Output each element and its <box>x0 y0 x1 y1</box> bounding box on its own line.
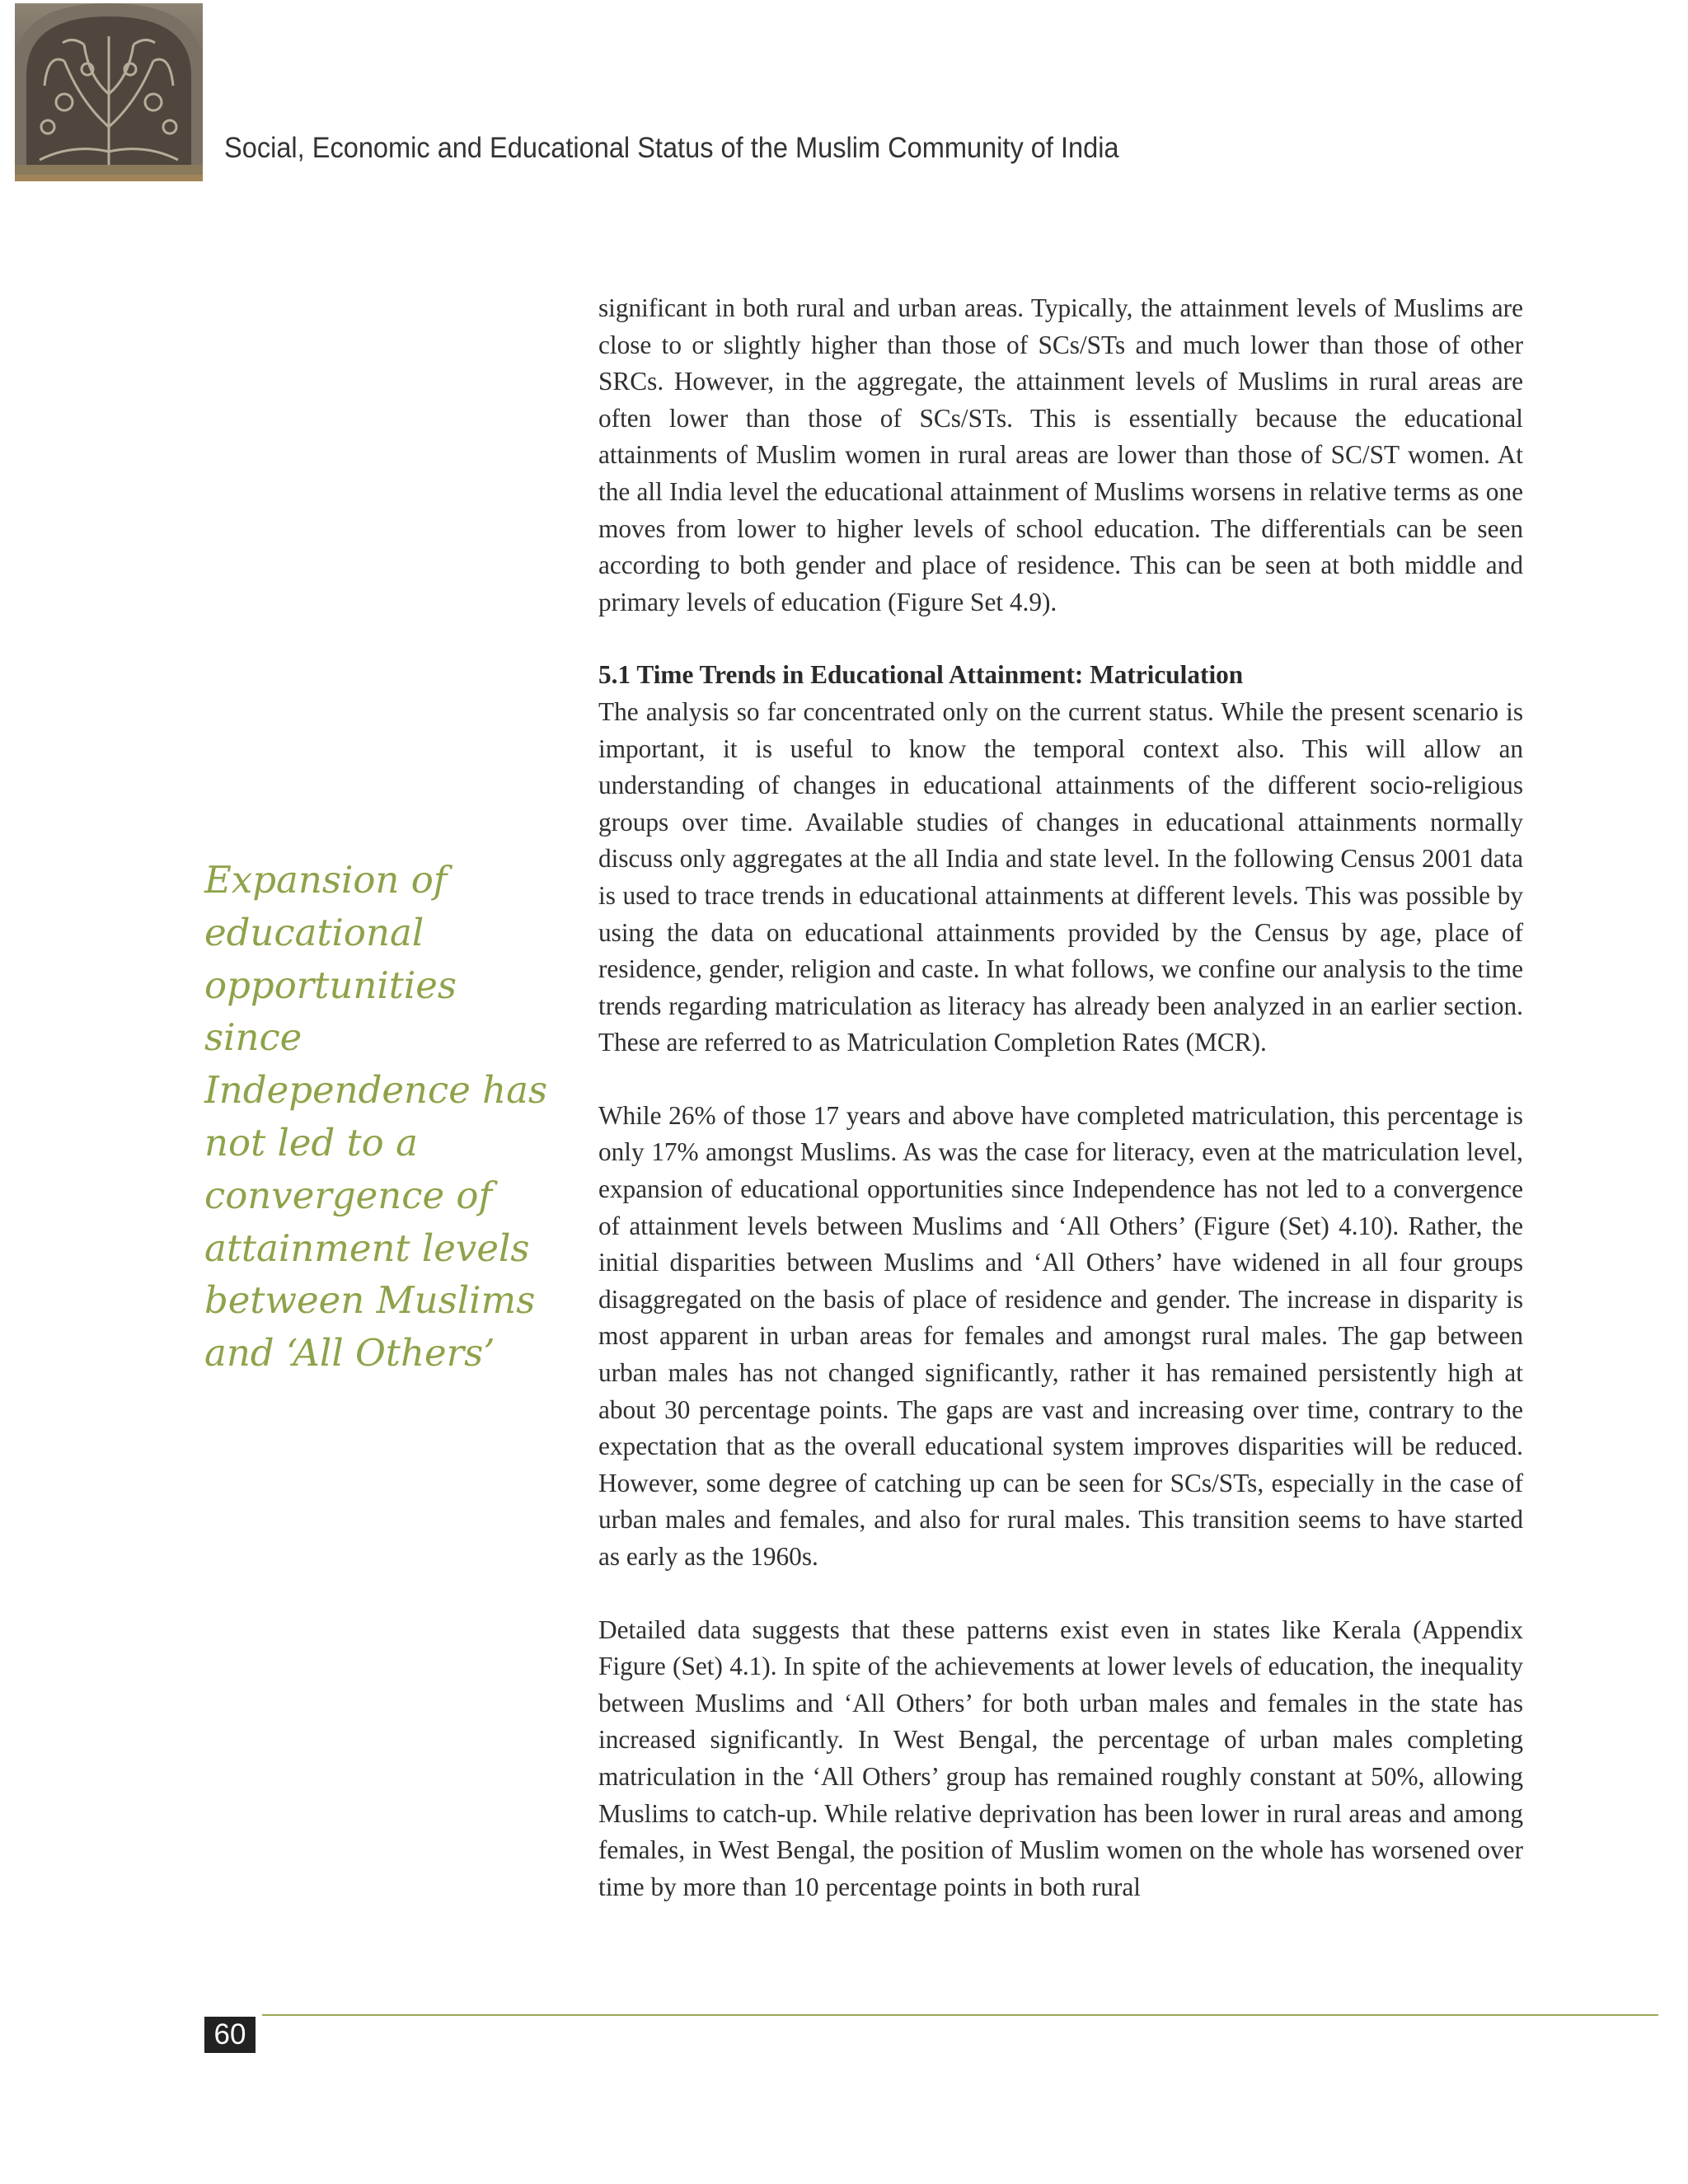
section-heading: 5.1 Time Trends in Educational Attainment: Matriculation <box>598 660 1244 690</box>
running-header-title: Social, Economic and Educational Status of the Muslim Community of India <box>224 132 1119 164</box>
main-text-column <box>598 290 1523 1905</box>
body-paragraph: While 26% of those 17 years and above have completed matriculation, this percentage is only 17% amongst Muslims. As was the case for literacy, even at the matriculation level, expansion of educational opportunities since Independence has not led to a convergence of attainment levels between Muslims and ‘All Others’ (Figure (Set) 4.10). Rather, the initial disparities between Muslims and ‘All Others’ have widened in all four groups disaggregated on the basis of place of residence and gender. The increase in disparity is most apparent in urban areas for females and amongst rural males. The gap between urban males has not changed significantly, rather it has remained persistently high at about 30 percentage points. The gaps are vast and increasing over time, contrary to the expectation that as the overall educational system improves disparities will be reduced. However, some degree of catching up can be seen for SCs/STs, especially in the case of urban males and females, and also for rural males. This transition seems to have started as early as the 1960s. <box>598 1100 1523 1571</box>
lattice-arch-icon <box>15 3 203 175</box>
body-paragraph: Detailed data suggests that these patterns exist even in states like Kerala (Appendix Figure (Set) 4.1). In spite of the achievements at lower levels of education, the inequality between Muslims and ‘All Others’ for both urban males and females in the state has increased significantly. In West Bengal, the percentage of urban males completing matriculation in the ‘All Others’ group has remained roughly constant at 50%, allowing Muslims to catch-up. While relative deprivation has been lower in rural areas and among females, in West Bengal, the position of Muslim women on the whole has worsened over time by more than 10 percentage points in both rural <box>598 1615 1523 1901</box>
body-paragraph: significant in both rural and urban areas. Typically, the attainment levels of Muslims are close to or slightly higher than those of SCs/STs and much lower than those of other SRCs. However, in the aggregate, the attainment levels of Muslims in rural areas are often lower than those of SCs/STs. This is essentially because the educational attainments of Muslim women in rural areas are lower than those of SC/ST women. At the all India level the educational attainment of Muslims worsens in relative terms as one moves from lower to higher levels of school education. The differentials can be seen according to both gender and place of residence. This can be seen at both middle and primary levels of education (Figure Set 4.9). <box>598 293 1523 616</box>
header-ornament-image <box>15 3 203 181</box>
footer-rule <box>262 2014 1658 2016</box>
pull-quote: Expansion of educational opportunities since Independence has not led to a convergence of attainment levels between Muslims and ‘All Others’ <box>204 858 548 1376</box>
body-paragraph: The analysis so far concentrated only on the current status. While the present scenario is important, it is useful to know the temporal context also. This will allow an understanding of changes in educational attainments of the different socio-religious groups over time. Available studies of changes in educational attainments normally discuss only aggregates at the all India and state level. In the following Census 2001 data is used to trace trends in educational attainments at different levels. This was possible by using the data on educational attainments provided by the Census by age, place of residence, gender, religion and caste. In what follows, we confine our analysis to the time trends regarding matriculation as literacy has already been analyzed in an earlier section. These are referred to as Matriculation Completion Rates (MCR). <box>598 696 1523 1057</box>
page-number: 60 <box>204 2017 256 2053</box>
